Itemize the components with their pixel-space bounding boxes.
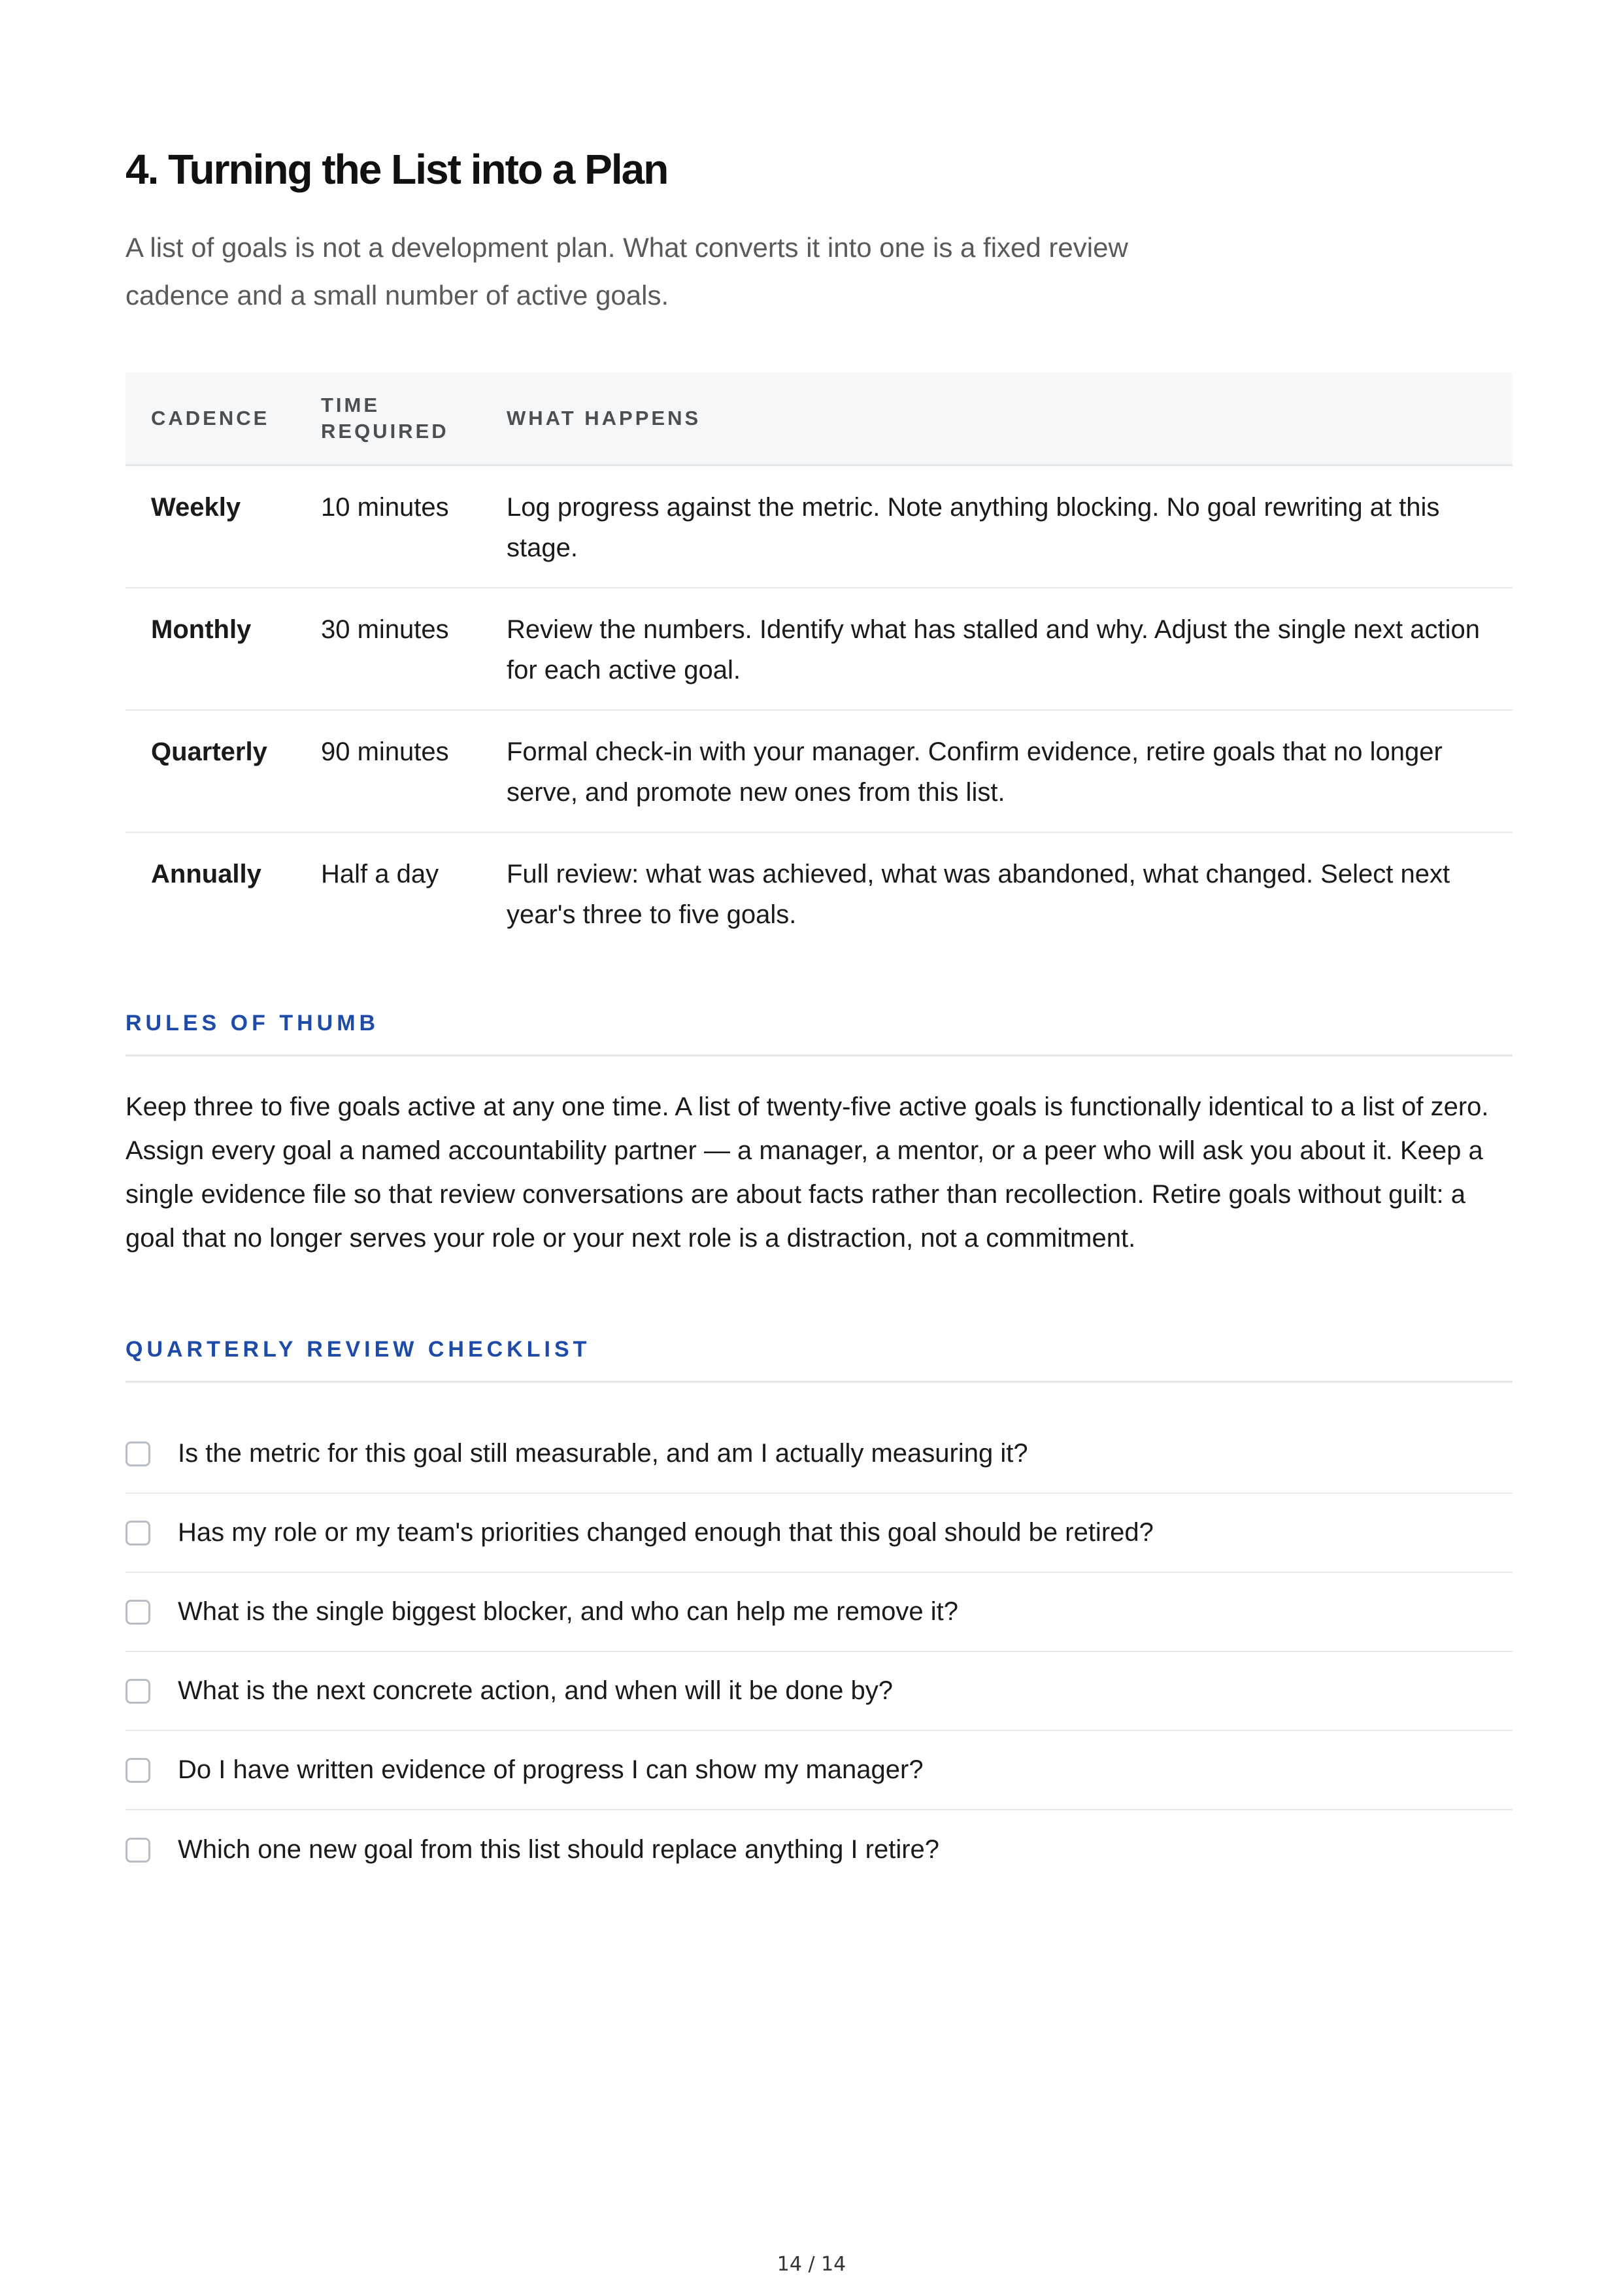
cadence-cell: Annually: [151, 859, 261, 888]
header-time-line-1: TIME: [321, 394, 380, 416]
header-cadence: CADENCE: [125, 373, 300, 465]
checkbox-icon[interactable]: [125, 1838, 150, 1863]
checklist-item-text: Which one new goal from this list should replace anything I retire?: [178, 1835, 940, 1864]
rules-of-thumb-heading: RULES OF THUMB: [125, 1011, 1513, 1056]
what-cell: Review the numbers. Identify what has stalled and why. Adjust the single next action for each active goal.: [507, 588, 1513, 710]
section-intro: A list of goals is not a development plan. What converts it into one is a fixed review cadence and a small number of active goals.: [125, 232, 1128, 311]
checkbox-icon[interactable]: [125, 1679, 150, 1704]
table-row: [125, 588, 1513, 710]
section-title: 4. Turning the List into a Plan: [125, 146, 668, 193]
checkbox-icon[interactable]: [125, 1442, 150, 1466]
time-cell: 30 minutes: [300, 588, 507, 710]
cadence-cell: Weekly: [125, 465, 300, 588]
checklist-item: [125, 1731, 1513, 1810]
checkbox-icon[interactable]: [125, 1758, 150, 1783]
review-cadence-table: [125, 373, 1513, 954]
checklist-item-text: What is the next concrete action, and when will it be done by?: [178, 1676, 893, 1705]
rules-of-thumb-text: Keep three to five goals active at any one time. A list of twenty-five active goals is functionally identical to a list of zero. Assign every goal a named accountability partner — a manager, a mentor, or a peer who will ask you about it. Keep a single evidence file so that review conversations are about facts rather than recollection. Retire goals without guilt: a goal that no longer serves your role or your next role is a distraction, not a commitment.: [125, 1092, 1489, 1253]
checklist-item: [125, 1415, 1513, 1494]
checklist-item-text: Has my role or my team's priorities changed enough that this goal should be retired?: [178, 1518, 1154, 1547]
quarterly-checklist-heading: QUARTERLY REVIEW CHECKLIST: [125, 1337, 1513, 1383]
header-what-happens: WHAT HAPPENS: [507, 373, 1513, 465]
what-cell: Formal check-in with your manager. Confirm evidence, retire goals that no longer serve, and promote new ones from this list.: [507, 710, 1513, 832]
cadence-cell: Monthly: [125, 588, 300, 710]
table-row: [125, 832, 1513, 954]
header-time-required: [300, 373, 507, 465]
time-cell: 90 minutes: [300, 710, 507, 832]
checkbox-icon[interactable]: [125, 1600, 150, 1625]
page-number: 14 / 14: [777, 2253, 846, 2276]
table-row: [125, 710, 1513, 832]
checkbox-icon[interactable]: [125, 1521, 150, 1545]
what-cell: Log progress against the metric. Note anything blocking. No goal rewriting at this stage.: [507, 465, 1513, 588]
checklist-item: [125, 1573, 1513, 1652]
checklist-item: [125, 1494, 1513, 1573]
table-row: [125, 465, 1513, 588]
checklist-item-text: Is the metric for this goal still measurable, and am I actually measuring it?: [178, 1439, 1028, 1468]
checklist-item: [125, 1652, 1513, 1731]
time-cell: Half a day: [321, 859, 439, 888]
what-cell: Full review: what was achieved, what was abandoned, what changed. Select next year's three to five goals.: [507, 859, 1450, 929]
checklist-item-text: Do I have written evidence of progress I can show my manager?: [178, 1755, 924, 1784]
quarterly-checklist: [125, 1415, 1513, 1889]
cadence-cell: Quarterly: [125, 710, 300, 832]
checklist-item: [125, 1810, 1513, 1889]
checklist-item-text: What is the single biggest blocker, and who can help me remove it?: [178, 1597, 958, 1626]
table-header-row: [125, 373, 1513, 465]
header-time-line-2: REQUIRED: [321, 420, 449, 443]
time-cell: 10 minutes: [300, 465, 507, 588]
